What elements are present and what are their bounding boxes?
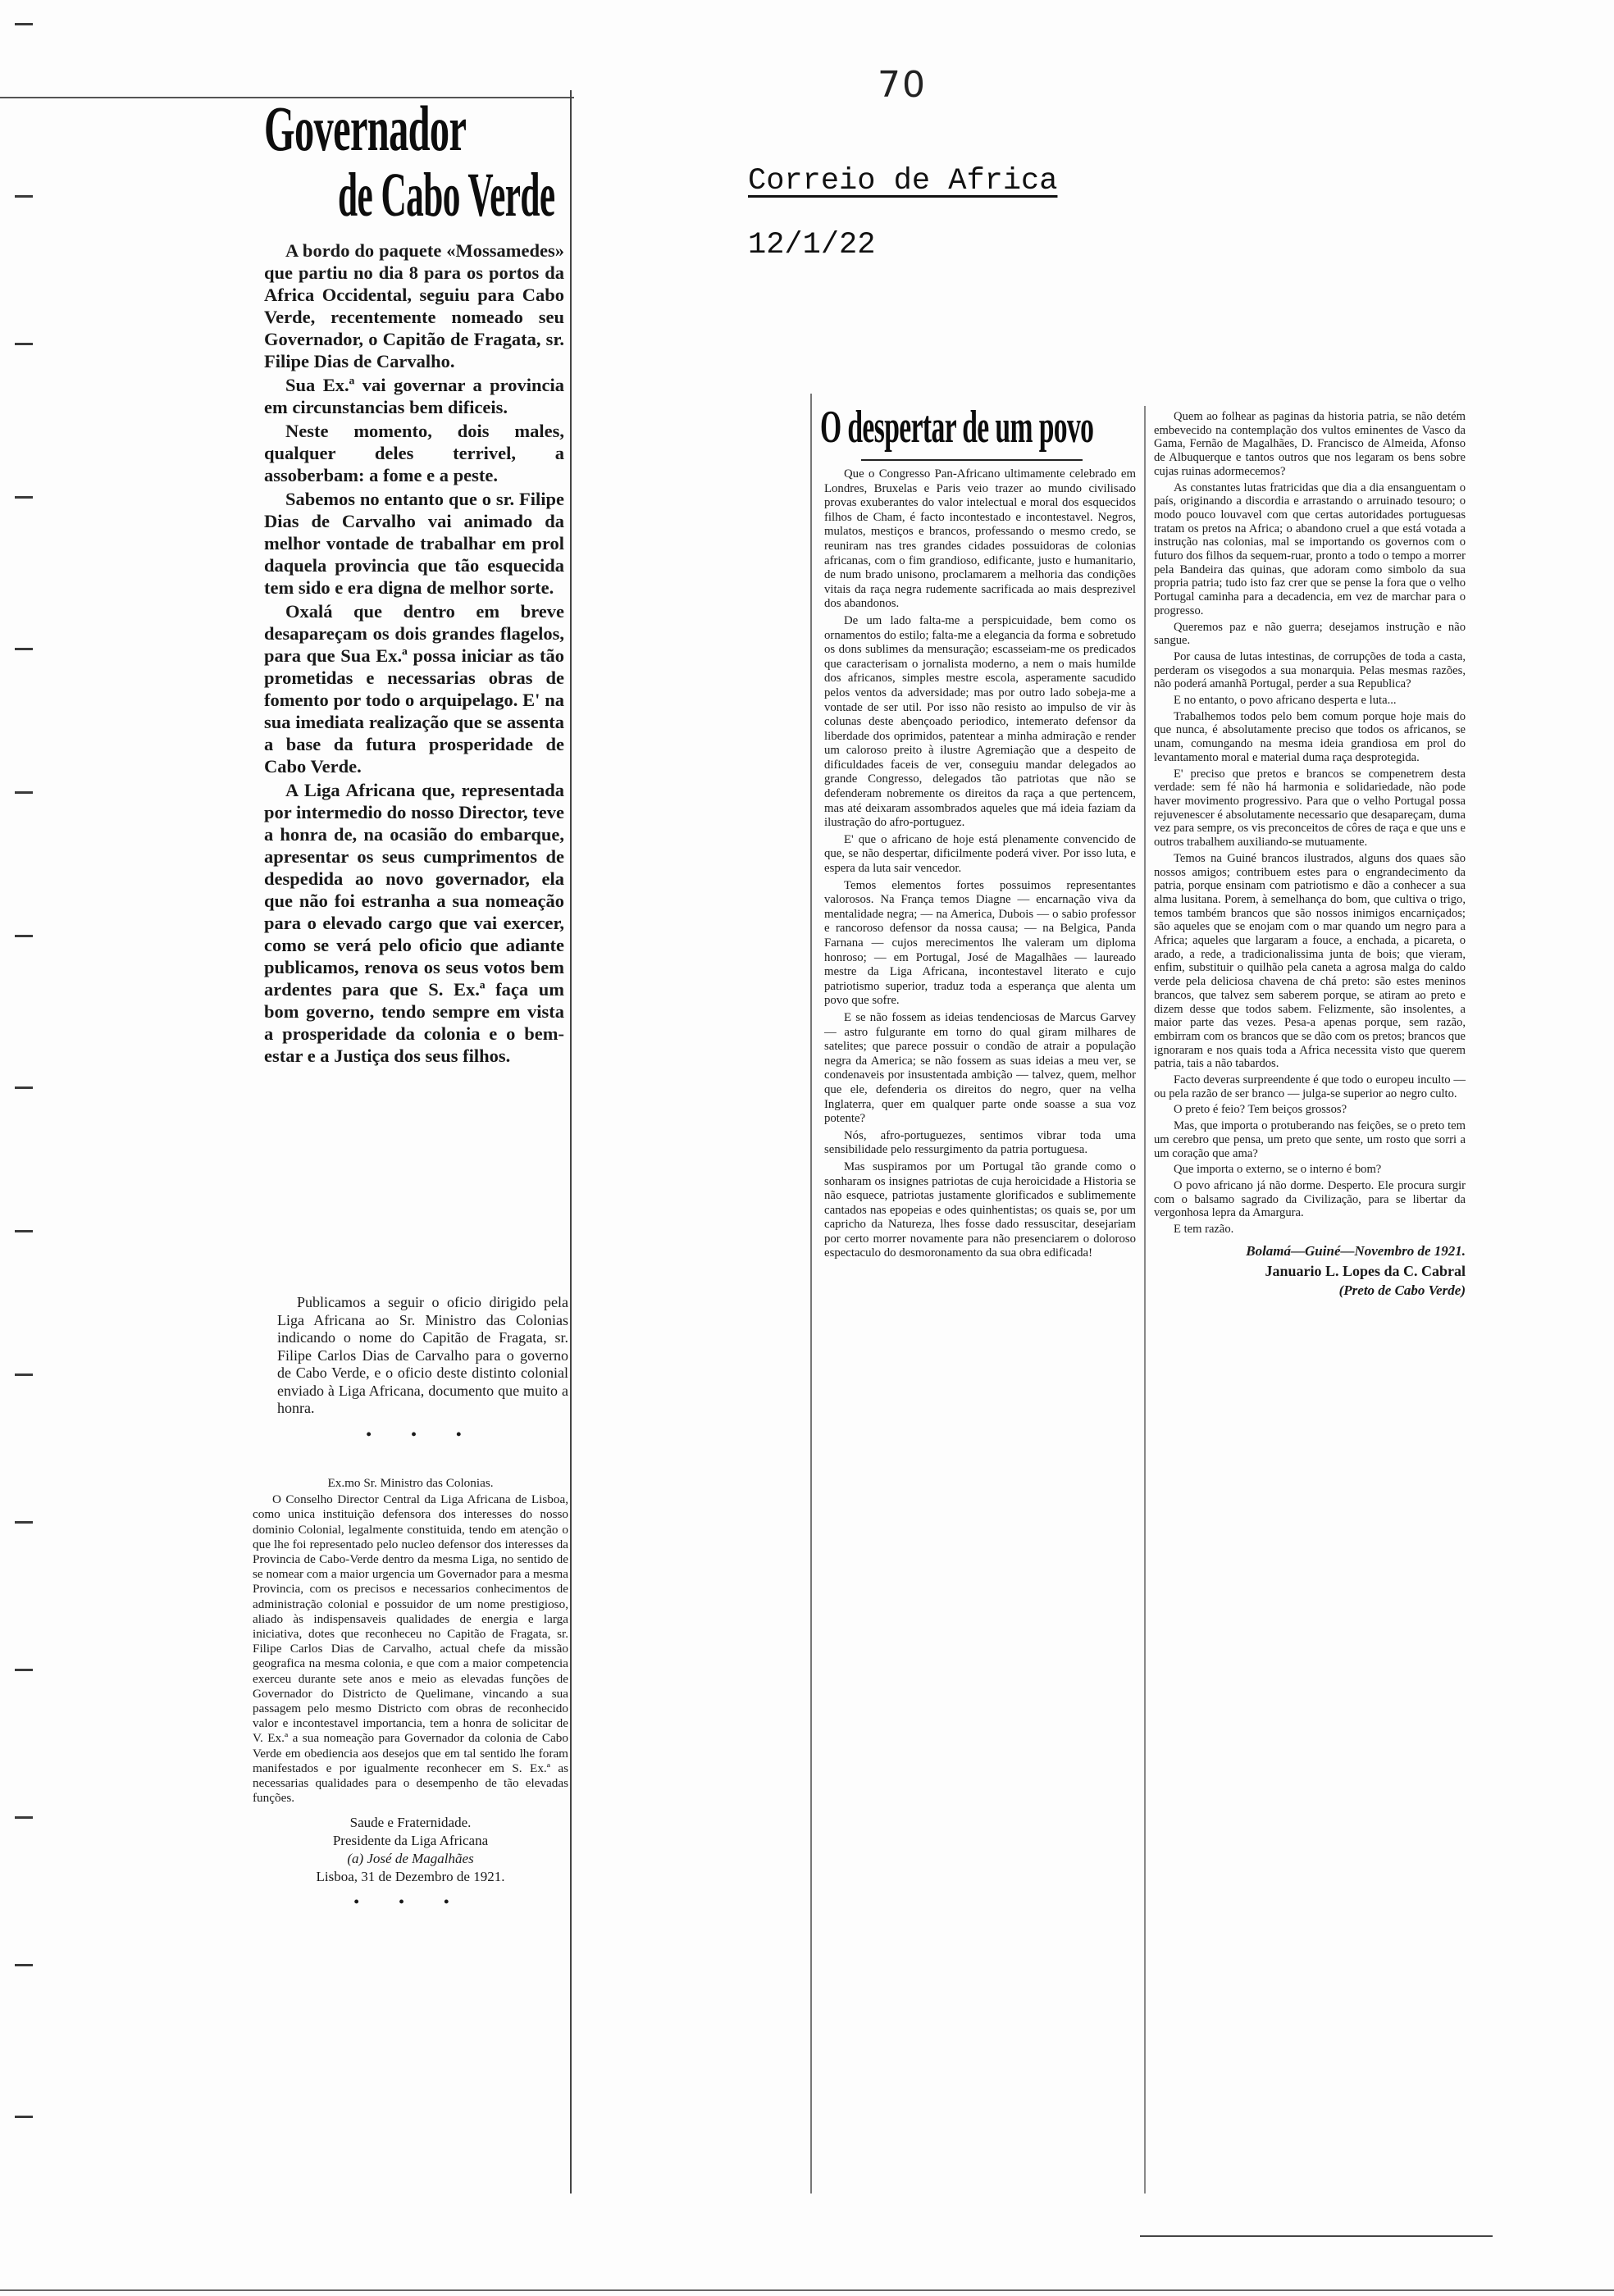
paragraph: Por causa de lutas intestinas, de corrupções de toda a casta, perderam os visegodos a sua monarquia. Pelas mesmas razões, não poderá amanhã Portugal, perder a sua Republica? [1154,649,1466,691]
margin-tick [15,1816,33,1819]
right-headline: O despertar de um povo [820,402,1094,453]
paragraph: Que o Congresso Pan-Africano ultimamente celebrado em Londres, Bruxelas e Paris veio trazer ao mundo civilisado provas exuberantes do valor intelectual e moral dos esquecidos filhos de Cham, é facto incontestado e incontestavel. Negros, mulatos, mestiços e brancos, professando o mesmo credo, se reuniram nas tres grandes cidades possuidoras de colonias africanas, com o fim grandioso, edificante, justo e humanitario, de num brado unisono, proclamarem a melhoria das condições vitais da raça negra rudemente sacrificada ao mais desprezivel dos abandonos. [824,467,1136,611]
paragraph: Quem ao folhear as paginas da historia patria, se não detém embevecido na contemplação dos vultos eminentes de Vasco da Gama, Fernão de Magalhães, D. Francisco de Almeida, Afonso de Albuquerque e tantos outros que nos legaram os bens sobre cujas ruinas adormecemos? [1154,410,1466,478]
left-letter [253,1476,568,1918]
clipping-border-middle-left [810,394,812,2194]
article-author-origin: (Preto de Cabo Verde) [1338,1282,1466,1298]
source-name: Correio de Africa [748,164,1058,198]
margin-tick [15,2116,33,2118]
paragraph: Temos na Guiné brancos ilustrados, alguns dos quaes são nossos amigos; contribuem estes para o engrandecimento da patria, porque ensinam com patriotismo e dão a conhecer a sua alma lusitana. Porem, à semelhança do bom, que cultiva o trigo, temos também brancos que são nossos inimigos encarniçados; são aqueles que se enojam com o mar quando um negro para a Africa; aqueles que largaram a fouce, a enchada, a picareta, o arado, a rede, a tradicionalissima junta de bois; que vieram, enfim, substituir o quilhão pela caneta a agrosa malga do caldo verde pela deliciosa chavena de chá preto: são estes meninos brancos, que talvez sem saberem porque, se atiram ao preto e dizem desse que todos sabem. Felizmente, são insolentes, a maior parte das vezes. Pesa-a apenas porque, sem razão, embirram com os brancos que se dão com os pretos; brancos que ignoraram e nos quais toda a Africa necessita visto que querem patria, tais a não tabardos. [1154,851,1466,1071]
margin-tick [15,195,33,198]
margin-tick [15,1964,33,1966]
right-article-column-1 [824,467,1136,1264]
article-author: Januario L. Lopes da C. Cabral [1265,1262,1466,1279]
paragraph: A bordo do paquete «Mossamedes» que partiu no dia 8 para os portos da Africa Occidental, seguiu para Cabo Verde, recentemente nomeado seu Governador, o Capitão de Fragata, sr. Filipe Dias de Carvalho. [264,240,564,371]
paragraph: Temos elementos fortes possuimos representantes valorosos. Na França temos Diagne — encarnação viva da mentalidade negra; — na America, Dubois — o sabio professor e rancoroso defensor da nossa causa; — na Belgica, Panda Farnana — cujos merecimentos lhe valeram um diploma honroso; — em Portugal, José de Magalhães — laureado mestre da Liga Africana, incontestavel literato e cujo patriotismo superior, traduz toda a esperança que alenta um povo que sofre. [824,878,1136,1008]
margin-tick [15,648,33,650]
left-article-body [264,239,564,1068]
page-number: 70 [878,64,927,106]
letter-closing: Saude e Fraternidade. [349,1815,472,1831]
letter-salutation: Ex.mo Sr. Ministro das Colonias. [327,1476,494,1490]
separator-dots: • • • [353,1893,467,1911]
paragraph: Publicamos a seguir o oficio dirigido pela Liga Africana ao Sr. Ministro das Colonias indicando o nome do Capitão de Fragata, sr. Filipe Carlos Dias de Carvalho para o governo de Cabo Verde, e o oficio deste distinto colonial enviado à Liga Africana, documento que muito a honra. [277,1294,568,1416]
paragraph: E' que o africano de hoje está plenamente convencido de que, se não despertar, dificilmente poderá viver. Por isso luta, e espera da luta sair vencedor. [824,832,1136,876]
paragraph: Neste momento, dois males, qualquer deles terrivel, a assoberbam: a fome e a peste. [264,421,564,485]
margin-tick [15,23,33,25]
margin-tick [15,1521,33,1524]
paragraph: Mas suspiramos por um Portugal tão grande como o sonharam os insignes patriotas de cuja heroicidade a Historia se não esquece, patriotas justamente glorificados e sublimemente cantados nas epopeias e odes quinhentistas; os quais se, por um capricho da Natureza, lhes fosse dado ressuscitar, desejariam por certo morrer novamente para não presenciarem o doloroso espectaculo do desmoronamento da sua obra edificada! [824,1159,1136,1260]
signer-title: Presidente da Liga Africana [332,1833,489,1849]
source-date: 12/1/22 [748,228,876,262]
paragraph: O preto é feio? Tem beiços grossos? [1174,1103,1347,1117]
article-dateline: Bolamá—Guiné—Novembro de 1921. [1246,1242,1466,1259]
clipping-border-bottom-right [1140,2235,1493,2237]
paragraph: E' preciso que pretos e brancos se compenetrem desta verdade: sem fé não há harmonia e solidariedade, não pode haver movimento progressivo. Para que o velho Portugal possa rejuvenescer é absolutamente necessario que desapareçam, duma vez para sempre, os vis preconceitos de côres de raça e que uns e outros trabalhem auxiliando-se mutuamente. [1154,767,1466,850]
paragraph: Mas, que importa o protuberando nas feições, se o preto tem um cerebro que pensa, um preto que sente, um rosto que sorri a um coração que ama? [1154,1119,1466,1160]
column-divider [1144,406,1146,2194]
separator-dots: • • • [366,1425,480,1442]
clipping-border-right [570,90,572,2194]
paragraph: Trabalhemos todos pelo bem comum porque hoje mais do que nunca, é absolutamente preciso que todos os africanos, se unam, comungando na mesma ideia grandiosa em prol do levantamento moral e material duma raça desprotegida. [1154,709,1466,764]
letter-place-date: Lisboa, 31 de Dezembro de 1921. [316,1869,505,1885]
paragraph: O povo africano já não dorme. Desperto. Ele procura surgir com o balsamo sagrado da Civilização, para se libertar da vergonhosa lepra da Amargura. [1154,1178,1466,1220]
margin-tick [15,1086,33,1089]
signer-name: (a) José de Magalhães [347,1851,474,1867]
paragraph: E no entanto, o povo africano desperta e luta... [1174,694,1397,708]
headline-underline [861,459,1083,461]
margin-tick [15,343,33,345]
margin-tick [15,1669,33,1671]
scan-border-bottom [0,2289,1614,2291]
paragraph: Sabemos no entanto que o sr. Filipe Dias de Carvalho vai animado da melhor vontade de trabalhar em prol daquela provincia que tão esquecida tem sido e era digna de melhor sorte. [264,489,564,598]
margin-tick [15,496,33,499]
paragraph: Facto deveras surpreendente é que todo o europeu inculto — ou pela razão de ser branco — julga-se superior ao negro culto. [1154,1073,1466,1100]
right-article-column-2 [1154,410,1466,1301]
left-intro-note [277,1294,568,1451]
margin-tick [15,935,33,937]
paragraph: E tem razão. [1174,1223,1234,1237]
margin-tick [15,1374,33,1376]
left-headline-line1: Governador [264,93,467,164]
margin-tick [15,1230,33,1232]
paragraph: A Liga Africana que, representada por intermedio do nosso Director, teve a honra de, na ocasião do embarque, apresentar os seus cumprimentos de despedida ao novo governador, ela que não foi estranha a sua nomeação para o elevado cargo que vai exercer, como se verá pelo oficio que adiante publicamos, renova os seus votos bem ardentes para que S. Ex.ª faça um bom governo, tendo sempre em vista a prosperidade da colonia e o bem-estar e a Justiça dos seus filhos. [264,780,564,1066]
margin-tick [15,791,33,794]
paragraph: As constantes lutas fratricidas que dia a dia ensanguentam o país, originando a discordia e arrastando o arruinado tesouro; o modo pouco louvavel com que certas autoridades portuguesas tratam os pretos na Africa; o abandono cruel a que está votada a instrução nas colonias, mal se importando os governos com o futuro dos filhos da sequem-ruar, pronto a todo o tempo a morrer pela Bandeira das quinas, que adoram como simbolo da sua propria patria; tudo isto faz crer que se pense la fora que o velho Portugal caminha para a decadencia, em vez de marchar para o progresso. [1154,481,1466,617]
paragraph: Oxalá que dentro em breve desapareçam os dois grandes flagelos, para que Sua Ex.ª possa iniciar as tão prometidas e necessarias obras de fomento por todo o arquipelago. E' na sua imediata realização que se assenta a base da futura prosperidade de Cabo Verde. [264,601,564,777]
left-headline-line2: de Cabo Verde [338,161,555,230]
paragraph: E se não fossem as ideias tendenciosas de Marcus Garvey — astro fulgurante em torno do qual giram milhares de satelites; que parece possuir o condão de atrair a população negra da America; se não fossem as suas ideias a meu ver, se condenaveis por insustentada ambição — talvez, quem, melhor que ele, defenderia os direitos do negro, quer na velha Inglaterra, quer em qualquer parte onde soasse a sua voz potente? [824,1010,1136,1126]
paragraph: Que importa o externo, se o interno é bom? [1174,1163,1382,1177]
paragraph: Sua Ex.ª vai governar a provincia em circunstancias bem dificeis. [264,375,564,417]
paragraph: Queremos paz e não guerra; desejamos instrução e não sangue. [1154,620,1466,648]
letter-body: O Conselho Director Central da Liga Africana de Lisboa, como unica instituição defensora dos interesses do nosso dominio Colonial, legalmente constituida, tendo em atenção o que lhe foi representado pelo nucleo defensor dos interesses da Provincia de Cabo-Verde dentro da mesma Liga, no sentido de se nomear com a maior urgencia um Governador para a mesma Provincia, com os precisos e necessarios conhecimentos de administração colonial e possuidor de um nome prestigioso, aliado às indispensaveis qualidades de energia e larga iniciativa, dotes que reconheceu no Capitão de Fragata, sr. Filipe Carlos Dias de Carvalho, actual chefe da missão geografica na mesma colonia, e que com a maior competencia exerceu durante sete anos e meio as elevadas funções de Governador do Districto de Quelimane, vincando a sua passagem pelo mesmo Districto com obras de reconhecido valor e incontestavel importancia, tem a honra de solicitar de V. Ex.ª a sua nomeação para Governador da colonia de Cabo Verde em obediencia aos desejos que em tal sentido lhe foram manifestados e por igualmente reconhecer em S. Ex.ª as necessarias qualidades para o desempenho de tão elevadas funções. [253,1492,568,1806]
paragraph: De um lado falta-me a perspicuidade, bem como os ornamentos do estilo; falta-me a elegancia da forma e sobretudo os dons sublimes da mensuração; escasseiam-me os predicados que caracterisam o jornalista moderno, a nem o mais humilde dos africanos, simples mestre escola, asperamente sacudido pelos ventos da adversidade; mas por outro lado sobeja-me a vontade de ser util. Por isso não resisto ao impulso de vir às colunas deste abençoado periodico, intemerato defensor da liberdade dos oprimidos, patentear a minha admiração e render um caloroso preito à ilustre Agremiação que a despeito de dificuldades faceis de ver, conseguiu mandar delegados ao grande Congresso, delegados tão patriotas que não se defenderam nobremente os direitos da raça a que pertencem, mas até deixaram assombrados aqueles que má ideia faziam da ilustração do afro-portuguez. [824,613,1136,830]
paragraph: Nós, afro-portuguezes, sentimos vibrar toda uma sensibilidade pelo ressurgimento da patria portuguesa. [824,1128,1136,1157]
